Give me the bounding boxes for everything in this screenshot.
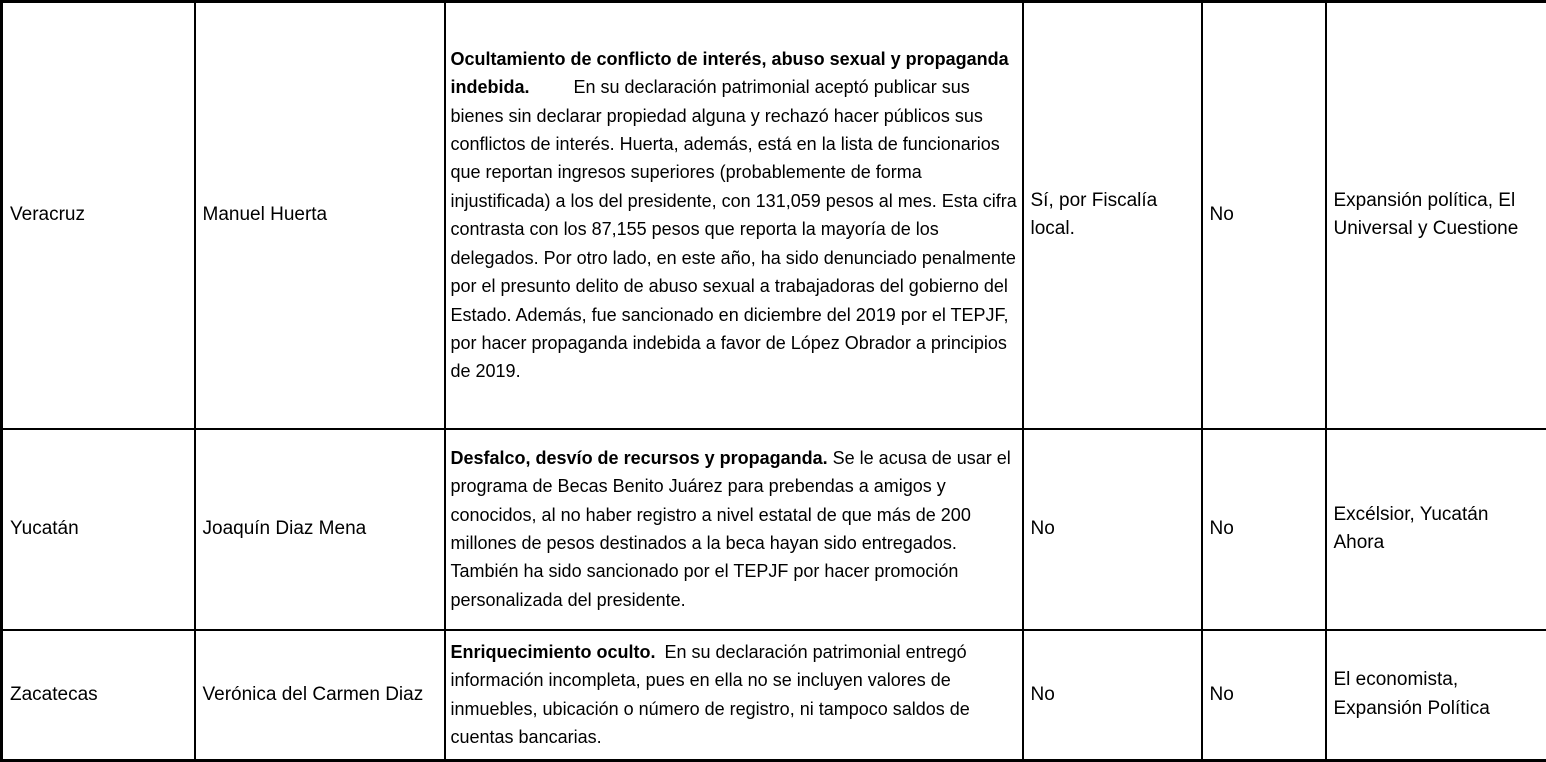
sanction-cell xyxy=(1202,429,1326,630)
delegate-cell xyxy=(195,630,445,761)
investigation-label: Sí, por Fiscalía local. xyxy=(1031,187,1195,244)
state-label: Veracruz xyxy=(10,204,85,225)
sources-label: El economista, Expansión Política xyxy=(1334,666,1539,723)
accusation-body: Se le acusa de usar el programa de Becas Benito Juárez para prebendas a amigos y conocidos, al no haber registro a nivel estatal de que más de 200 millones de pesos destinados a la beca hayan sido entregados. También ha sido sancionado por el TEPJF por hacer promoción personalizada del presidente. xyxy=(451,448,1011,610)
state-cell xyxy=(2,429,195,630)
delegate-label: Manuel Huerta xyxy=(203,204,328,225)
accusation-body: En su declaración patrimonial aceptó publicar sus bienes sin declarar propiedad alguna y rechazó hacer públicos sus conflictos de interés. Huerta, además, está en la lista de funcionarios que reportan ingresos superiores (probablemente de forma injustificada) a los del presidente, con 131,059 pesos al mes. Esta cifra contrasta con los 87,155 pesos que reporta la mayoría de los delegados. Por otro lado, en este año, ha sido denunciado penalmente por el presunto delito de abuso sexual a trabajadoras del gobierno del Estado. Además, fue sancionado en diciembre del 2019 por el TEPJF, por hacer propaganda indebida a favor de López Obrador a principios de 2019. xyxy=(451,77,1017,381)
sources-cell xyxy=(1326,429,1546,630)
investigation-cell xyxy=(1023,2,1202,429)
sanction-label: No xyxy=(1210,684,1234,705)
accusation-title: Desfalco, desvío de recursos y propaganda. xyxy=(451,448,828,468)
sanction-label: No xyxy=(1210,518,1234,539)
sanction-label: No xyxy=(1210,204,1234,225)
state-cell xyxy=(2,2,195,429)
investigation-cell xyxy=(1023,429,1202,630)
accusation-cell xyxy=(445,2,1023,429)
delegate-cell xyxy=(195,2,445,429)
sources-label: Expansión política, El Universal y Cuestione xyxy=(1334,187,1539,244)
title-body-gap xyxy=(656,657,665,658)
sanction-cell xyxy=(1202,630,1326,761)
sanction-cell xyxy=(1202,2,1326,429)
table-row xyxy=(2,2,1546,429)
accusation-body: En su declaración patrimonial entregó información incompleta, pues en ella no se incluyen valores de inmuebles, ubicación o número de registro, ni tampoco saldos de cuentas bancarias. xyxy=(451,642,970,747)
delegate-cell xyxy=(195,429,445,630)
investigation-label: No xyxy=(1031,515,1195,544)
state-label: Zacatecas xyxy=(10,684,98,705)
investigation-cell xyxy=(1023,630,1202,761)
sources-cell xyxy=(1326,630,1546,761)
table-row xyxy=(2,630,1546,761)
delegate-label: Joaquín Diaz Mena xyxy=(203,518,367,539)
state-cell xyxy=(2,630,195,761)
sources-label: Excélsior, Yucatán Ahora xyxy=(1334,501,1539,558)
table-row xyxy=(2,429,1546,630)
investigation-label: No xyxy=(1031,681,1195,710)
accusation-cell xyxy=(445,630,1023,761)
sources-cell xyxy=(1326,2,1546,429)
title-body-gap xyxy=(530,92,574,93)
delegate-label: Verónica del Carmen Diaz xyxy=(203,684,424,705)
accusation-title: Enriquecimiento oculto. xyxy=(451,642,656,662)
accusation-title: Ocultamiento de conflicto de interés, abuso sexual y propaganda indebida. xyxy=(451,49,1009,97)
state-label: Yucatán xyxy=(10,518,79,539)
accusation-cell xyxy=(445,429,1023,630)
